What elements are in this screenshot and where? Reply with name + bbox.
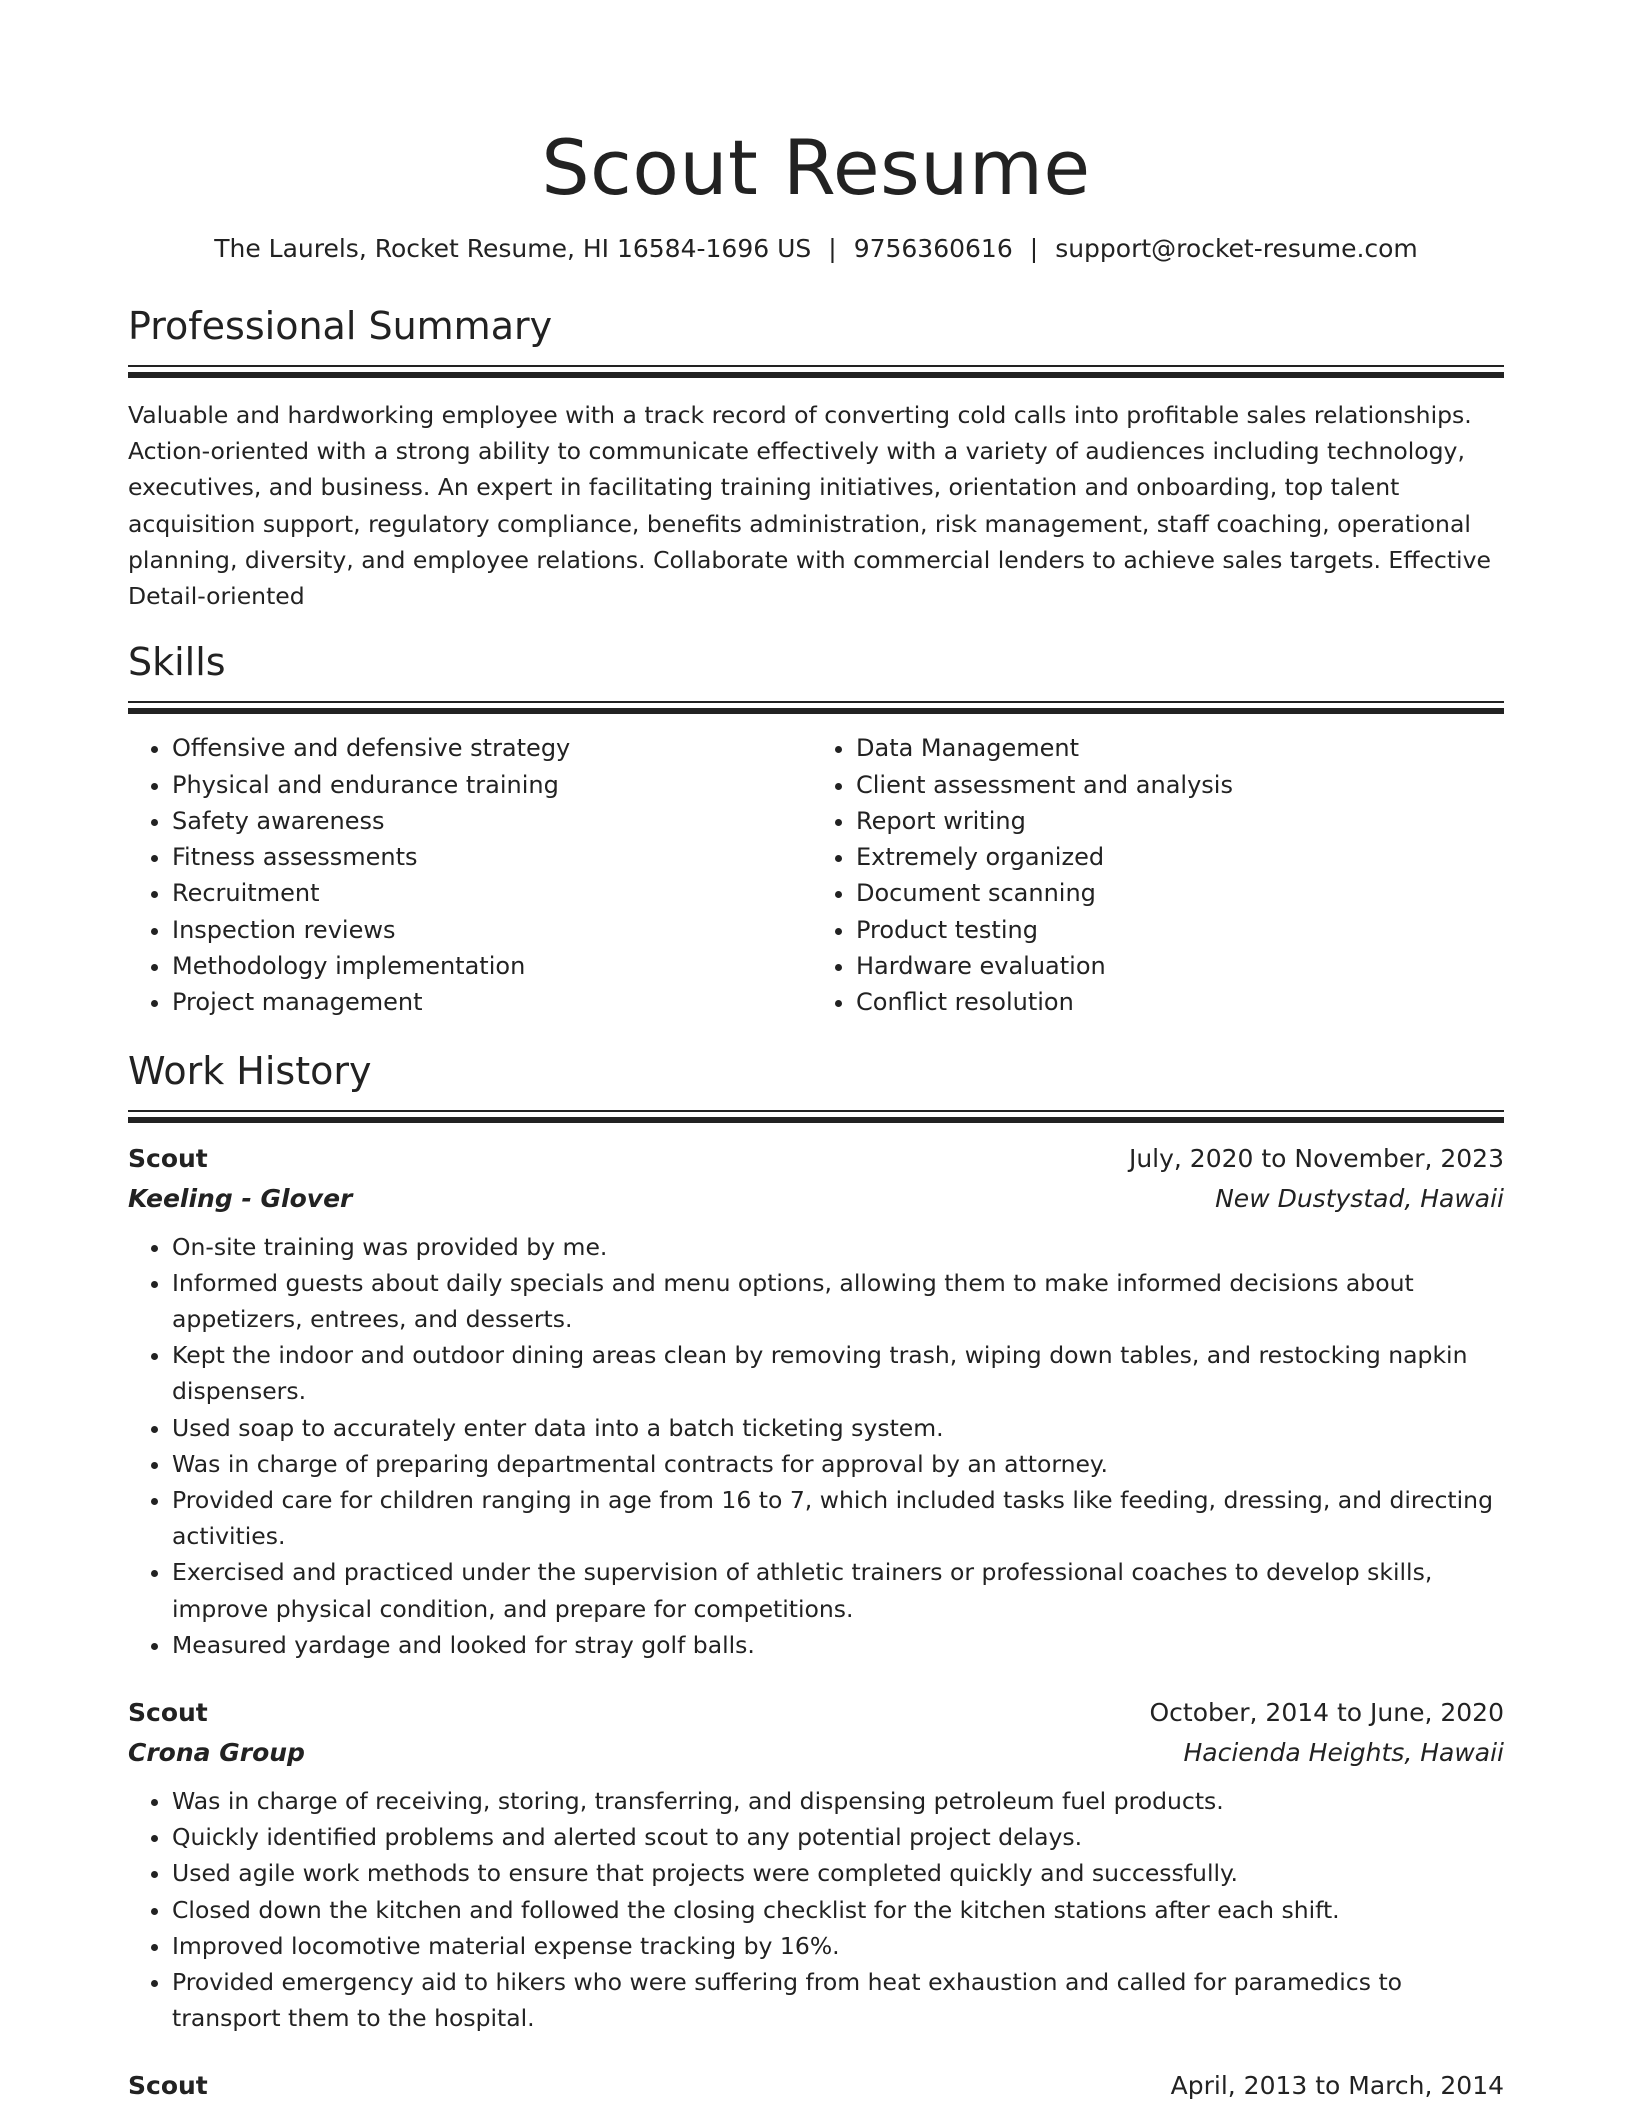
skill-item: • Offensive and defensive strategy: [172, 730, 806, 766]
skills-list-left: [128, 730, 806, 1020]
skill-item: • Fitness assessments: [172, 839, 806, 875]
job-dates: October, 2014 to June, 2020: [1149, 1698, 1504, 1728]
job-entry: [128, 1139, 1504, 1663]
duties-list: [128, 1783, 1504, 2036]
job-subheader: [128, 1179, 1504, 1219]
skills-list-right: [806, 730, 1490, 1020]
duty-item: • Provided emergency aid to hikers who were suffering from heat exhaustion and called for paramedics to transport them to the hospital.: [172, 1964, 1504, 2036]
skill-item: • Safety awareness: [172, 803, 806, 839]
phone: 9756360616: [853, 234, 1013, 263]
job-header: [128, 2066, 1504, 2106]
duty-item: • Kept the indoor and outdoor dining areas clean by removing trash, wiping down tables, and restocking napkin dispensers.: [172, 1337, 1504, 1409]
duty-item: • Used agile work methods to ensure that projects were completed quickly and successfully.: [172, 1855, 1504, 1891]
work-history-heading: Work History: [128, 1048, 372, 1093]
job-dates: April, 2013 to March, 2014: [1170, 2071, 1504, 2101]
duty-item: • Used soap to accurately enter data into a batch ticketing system.: [172, 1410, 1504, 1446]
address: The Laurels, Rocket Resume, HI 16584-1696 US: [214, 234, 812, 263]
skill-item: • Extremely organized: [856, 839, 1490, 875]
divider: [128, 1117, 1504, 1123]
skill-item: • Hardware evaluation: [856, 948, 1490, 984]
skill-item: • Inspection reviews: [172, 912, 806, 948]
skill-item: • Report writing: [856, 803, 1490, 839]
divider: [128, 372, 1504, 378]
resume-name: Scout Resume: [541, 123, 1091, 212]
summary-text: Valuable and hardworking employee with a track record of converting cold calls into profitable sales relationships. Action-oriented with a strong ability to communicate effectively with a variety of audiences including technology, executives, and business. An expert in facilitating training initiatives, orientation and onboarding, top talent acquisition support, regulatory compliance, benefits administration, risk management, staff coaching, operational planning, diversity, and employee relations. Collaborate with commercial lenders to achieve sales targets. Effective Detail-oriented: [128, 401, 1491, 611]
skill-item: • Conflict resolution: [856, 984, 1490, 1020]
duty-item: • Improved locomotive material expense tracking by 16%.: [172, 1928, 1504, 1964]
divider: [128, 1110, 1504, 1112]
duty-item: • Informed guests about daily specials and menu options, allowing them to make informed decisions about appetizers, entrees, and desserts.: [172, 1265, 1504, 1337]
skill-item: • Project management: [172, 984, 806, 1020]
skills-columns: [128, 730, 1504, 1020]
contact-separator: |: [828, 234, 837, 263]
skills-heading: Skills: [128, 640, 226, 685]
job-title: Scout: [128, 1143, 208, 1173]
contact-line: [128, 232, 1504, 266]
duty-item: • Was in charge of receiving, storing, transferring, and dispensing petroleum fuel products.: [172, 1783, 1504, 1819]
job-dates: July, 2020 to November, 2023: [1128, 1143, 1504, 1173]
duty-item: • Was in charge of preparing departmental contracts for approval by an attorney.: [172, 1446, 1504, 1482]
skill-item: • Physical and endurance training: [172, 767, 806, 803]
duty-item: • Closed down the kitchen and followed the closing checklist for the kitchen stations after each shift.: [172, 1892, 1504, 1928]
job-header: [128, 1139, 1504, 1179]
divider: [128, 701, 1504, 703]
duty-item: • Exercised and practiced under the supervision of athletic trainers or professional coaches to develop skills, improve physical condition, and prepare for competitions.: [172, 1554, 1504, 1626]
divider: [128, 708, 1504, 714]
job-entry: [128, 1693, 1504, 2036]
summary-section: [128, 302, 1504, 614]
job-header: [128, 1693, 1504, 1733]
job-subheader: [128, 1733, 1504, 1773]
contact-separator: |: [1029, 234, 1039, 263]
skill-item: • Methodology implementation: [172, 948, 806, 984]
job-title: Scout: [128, 2071, 208, 2101]
email: support@rocket-resume.com: [1055, 234, 1418, 263]
divider: [128, 365, 1504, 367]
duty-item: • Measured yardage and looked for stray golf balls.: [172, 1627, 1504, 1663]
skill-item: • Recruitment: [172, 875, 806, 911]
duty-item: • Quickly identified problems and alerted scout to any potential project delays.: [172, 1819, 1504, 1855]
resume-page: [128, 0, 1504, 2106]
duty-item: • Provided care for children ranging in age from 16 to 7, which included tasks like feeding, dressing, and directing activities.: [172, 1482, 1504, 1554]
summary-heading: Professional Summary: [128, 304, 553, 348]
skills-section: [128, 638, 1504, 1020]
skill-item: • Document scanning: [856, 875, 1490, 911]
skill-item: • Product testing: [856, 912, 1490, 948]
skill-item: • Data Management: [856, 730, 1490, 766]
company-name: Crona Group: [128, 1738, 305, 1768]
job-entry: [128, 2066, 1504, 2106]
duty-item: • On-site training was provided by me.: [172, 1229, 1504, 1265]
skill-item: • Client assessment and analysis: [856, 767, 1490, 803]
job-title: Scout: [128, 1698, 208, 1728]
work-history-section: [128, 1047, 1504, 2107]
job-location: Hacienda Heights, Hawaii: [1183, 1738, 1504, 1768]
company-name: Keeling - Glover: [128, 1183, 353, 1213]
job-location: New Dustystad, Hawaii: [1215, 1183, 1504, 1213]
duties-list: [128, 1229, 1504, 1663]
